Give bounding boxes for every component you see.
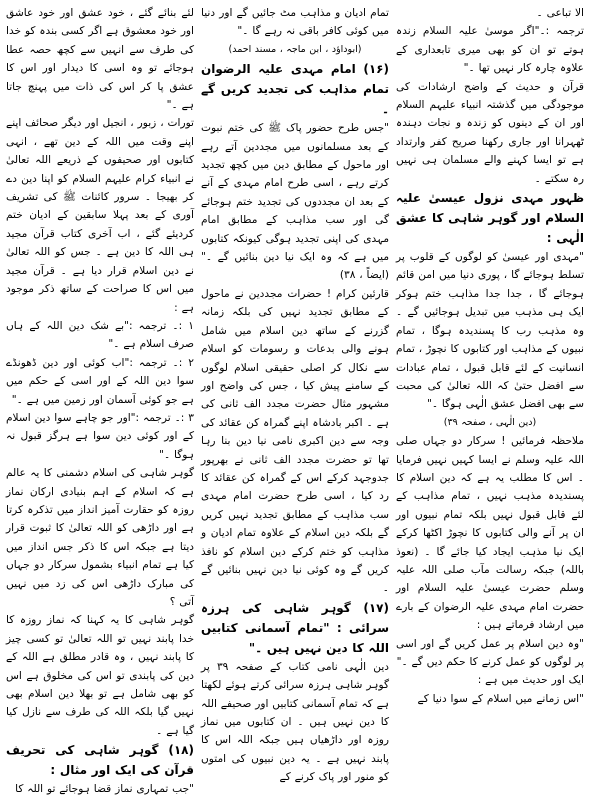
- middle-column: [201, 4, 389, 784]
- left-column: [6, 4, 194, 796]
- paragraph: ۱ :۔ ترجمہ :"بے شک دین اللہ کے ہاں صرف اسلام ہے ۔": [6, 319, 194, 351]
- paragraph: گوہر شاہی کا یہ کہنا کہ نماز روزہ کا خدا پابند نہیں تو اللہ تعالیٰ تو کسی چیز کا پابند نہیں ، وہ قادر مطلق ہے اللہ کے دین کی پابندی تو اس کی مخلوق ہے اس کو بھی شامل ہے تو بھلا دین اسلام بھی نہیں گیا بلکہ اللہ کی طرف سے نازل کیا گیا ہے ۔: [6, 614, 194, 737]
- three-column-layout: [6, 4, 584, 796]
- paragraph: "اس زمانے میں اسلام کے سوا دنیا کے: [417, 692, 584, 705]
- paragraph: تمام ادیان و مذاہب مٹ جائیں گے اور دنیا میں کوئی کافر باقی نہ رہے گا ۔": [201, 7, 389, 38]
- paragraph: ایک اور حدیث میں ہے :: [477, 674, 584, 687]
- paragraph: "مہدی اور عیسیٰ کو لوگوں کے قلوب پر تسلط ہوجائے گا ، پوری دنیا میں امن قائم ہوجائے گا ، جدا جدا مذاہب ختم ہوکر ایک ہی مذہب میں تبدیل ہوجائیں گے ۔ وہ مذہب رب کا پسندیدہ ہوگا ، تمام نبیوں کے مذاہب اور کتابوں کا نچوڑ ، تمام انسانیت کے لئے قابل قبول ، تمام عبادات سے افضل حتیٰ کہ اللہ تعالیٰ کی محبت سے بھی افضل عشق الٰہی ہوگا ۔": [396, 251, 584, 411]
- citation: (ابوداؤد ، ابن ماجہ ، مسند احمد): [228, 43, 362, 55]
- section-heading: (۱۷) گوہر شاہی کی ہرزہ سرائی : "تمام آسمانی کتابیں اللہ کا دین نہیں ہیں ۔": [201, 600, 389, 655]
- paragraph: گوہر شاہی کی اسلام دشمنی کا یہ عالم ہے کہ اسلام کے اہم بنیادی ارکان نماز روزہ کو حقارت آمیز انداز میں تذکرہ کرتا ہے اور داڑھی کو اللہ تعالیٰ کا ثبوت قرار دیتا ہے جبکہ اس کا ذکر جس انداز میں کیا ہے تمام انبیاء بشمول سرکار دو جہاں کی مبارک داڑھی اس کی زد میں نہیں آتی ؟: [6, 467, 194, 608]
- right-column: [396, 4, 584, 769]
- paragraph: ترجمہ :۔"اگر موسیٰ علیہ السلام زندہ ہوتے تو ان کو بھی میری تابعداری کے علاوہ چارہ کار نہیں تھا ۔": [396, 25, 584, 75]
- paragraph: لئے بنائے گئے ، خود عشق اور خود عاشق اور خود معشوق ہے اگر کسی بندہ کو خدا کی طرف سے انہیں سے کچھ حصہ عطا ہوجائے تو وہ اسی کا دیدار اور اس کا عشق پا کر اس کی ذات میں پہنچ جاتا ہے ۔": [6, 7, 194, 112]
- paragraph: "جس طرح حضور پاک ﷺ کی ختم نبوت کے بعد مسلمانوں میں مجددین آتے رہے اور ماحول کے مطابق دین میں کچھ تجدید کرتے رہے ، اسی طرح امام مہدی کے آنے کے بعد ان مجددوں کی تجدید ختم ہوجائے گی اور سب مذاہب کے مطابق امام مہدی کی اپنی تجدید ہوگی کیونکہ کتابوں میں ہے کہ وہ ایک نیا دین بنائیں گے ۔" (ایضاً ، ۳۸): [201, 122, 389, 282]
- paragraph: قارئین کرام ! حضرات مجددین نے ماحول کے مطابق تجدید نہیں کی بلکہ زمانہ گزرنے کے ساتھ دین اسلام میں شامل ہونے والی بدعات و رسومات کو اسلام سے نکال کر اصلی حقیقی اسلام لوگوں کے سامنے پیش کیا ، جس کی واضح اور مشہور مثال حضرت مجدد الف ثانی کی ہے ۔ اکبر بادشاہ اپنے گمراہ کن عقائد کی وجہ سے دین اکبری نامی نیا دین بنا رہا تھا تو حضرت مجدد الف ثانی نے بھرپور جدوجہد کرکے اس کے گمراہ کن عقائد کا رد کیا ، اسی طرح حضرت امام مہدی سب مذاہب کے مطابق تجدید نہیں کریں گے بلکہ دین اسلام کے علاوہ تمام ادیان و مذاہب کو ختم کرکے دین اسلام کو نافذ کریں گے وہ کوئی نیا دین نہیں بنائیں گے ۔: [201, 287, 389, 595]
- section-heading: ظہور مہدی نزول عیسیٰ علیہ السلام اور گوہر شاہی کا عشق الٰہی :: [396, 191, 584, 246]
- citation: (دین الٰہی ، صفحہ ۳۹): [443, 416, 537, 428]
- section-heading: (۱۶) امام مہدی علیہ الرضوان تمام مذاہب کی تجدید کریں گے ۔: [201, 62, 389, 117]
- paragraph: تورات ، زبور ، انجیل اور دیگر صحائف اپنے اپنے وقت میں اللہ کے دین تھے ، انہی کتابوں اور صحیفوں کے ذریعے اللہ تعالیٰ نے انبیاء کرام علیہم السلام کو اپنا دین دے کر بھیجا ۔ سرور کائنات ﷺ کی تشریف آوری کے بعد پہلا سابقین کے ادیان ختم کردیئے گئے ، اب آخری کتاب قرآن مجید ہی اللہ کا دین ہے ۔ جس کو اللہ تعالیٰ نے دین اسلام قرار دیا ہے ۔ قرآن مجید میں اس کا صراحت کے ساتھ ذکر موجود ہے :: [6, 117, 194, 314]
- section-heading: (۱۸) گوہر شاہی کی تحریف قرآن کی ایک اور مثال :: [6, 743, 194, 778]
- paragraph: "وہ دین اسلام پر عمل کریں گے اور اسی پر لوگوں کو عمل کرنے کا حکم دیں گے ۔": [396, 637, 584, 668]
- paragraph: ۳ :۔ ترجمہ :"اور جو چاہے سوا دین اسلام کے اور کوئی دین سوا ہے ہرگز قبول نہ ہوگا ۔": [6, 411, 194, 461]
- paragraph: قرآن و حدیث کے واضح ارشادات کی موجودگی میں گذشتہ انبیاء علیہم السلام اور ان کے دینوں کو زندہ و نجات دہندہ ٹھہرانا اور جاری رکھنا صریح کفر وارتداد ہے تو ایسا کہنے والے مسلمان ہی نہیں رہ سکتے ۔: [396, 80, 584, 185]
- paragraph: دین الٰہی نامی کتاب کے صفحہ ۳۹ پر گوہر شاہی ہرزہ سرائی کرتے ہوئے لکھتا ہے کہ تمام آسمانی کتابیں اور صحیفے اللہ کا دین نہیں ہیں ۔ ان کتابوں میں نماز روزہ اور داڑھیاں ہیں جبکہ اللہ اس کا پابند نہیں ہے ۔ یہ دین نبیوں کی امتوں کو منور اور پاک کرنے کے: [201, 660, 389, 784]
- paragraph: ملاحظہ فرمائیں ! سرکار دو جہاں صلی اللہ علیہ وسلم نے ایسا کہیں نہیں فرمایا ۔ اس کا مطلب یہ ہے کہ دین اسلام کا پسندیدہ مذہب نہیں ، تمام مذاہب کے لئے قابل قبول نہیں بلکہ تمام نبیوں اور ان پر آنے والی کتابوں کا نچوڑ اکٹھا کرکے ایک نیا مذہب ایجاد کیا جائے گا ۔ (نعوذ باللہ) جبکہ رسالت مآب صلی اللہ علیہ وسلم حضرت عیسیٰ علیہ السلام اور حضرت امام مہدی علیہ الرضوان کے بارے میں ارشاد فرماتے ہیں :: [396, 435, 584, 632]
- paragraph: الا تباعی ۔: [536, 7, 584, 19]
- paragraph: ۲ :۔ ترجمہ :"اب کوئی اور دین ڈھونڈے سوا دین اللہ کے اور اسی کے حکم میں ہے جو کوئی آسمان اور زمین میں ہے ۔": [6, 356, 194, 406]
- paragraph: "جب تمہاری نماز قضا ہوجائے تو اللہ کا: [15, 783, 194, 796]
